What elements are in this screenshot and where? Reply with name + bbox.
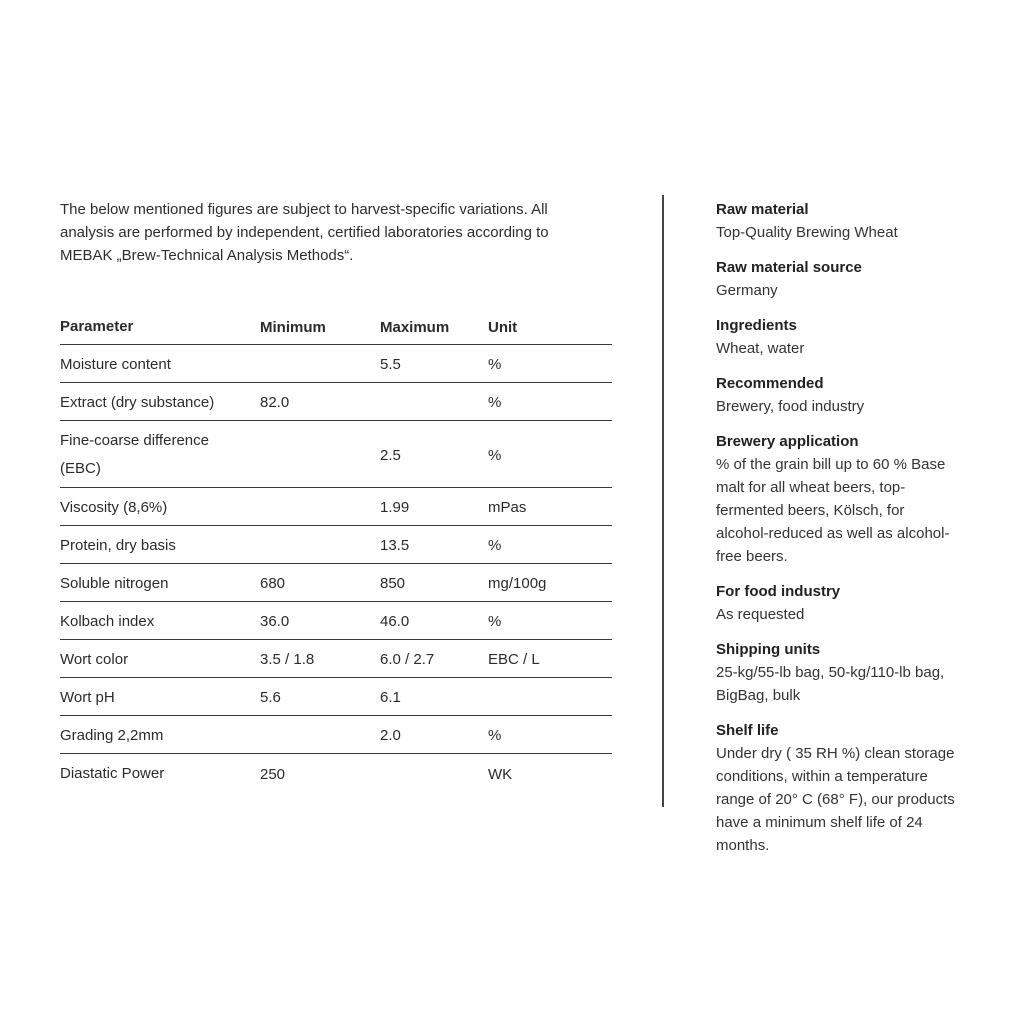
cell-maximum: 850 — [380, 575, 406, 592]
cell-minimum: 250 — [260, 765, 286, 783]
info-text: As requested — [716, 606, 805, 623]
table-row — [60, 716, 612, 754]
cell-unit: % — [488, 356, 502, 373]
info-raw-material-source — [716, 256, 976, 302]
table-row — [60, 421, 612, 488]
info-text: % of the grain bill up to 60 % Base malt for all wheat beers, top-fermented beers, Kölsch, for alcohol-reduced as well as alcohol-free beers. — [716, 456, 950, 565]
cell-unit: mg/100g — [488, 575, 547, 592]
info-raw-material — [716, 198, 976, 244]
cell-maximum: 5.5 — [380, 356, 401, 373]
table-row — [60, 754, 612, 792]
cell-unit: % — [488, 537, 502, 554]
info-title: Ingredients — [716, 317, 797, 334]
cell-unit: % — [488, 446, 502, 464]
cell-maximum: 6.1 — [380, 689, 401, 706]
column-divider — [662, 195, 664, 807]
cell-minimum: 36.0 — [260, 613, 290, 630]
cell-maximum: 6.0 / 2.7 — [380, 651, 435, 668]
cell-minimum: 680 — [260, 575, 286, 592]
info-food-industry — [716, 580, 976, 626]
info-recommended — [716, 372, 976, 418]
info-title: Raw material — [716, 201, 809, 218]
info-title: For food industry — [716, 583, 841, 600]
info-title: Shipping units — [716, 641, 821, 658]
cell-parameter: Soluble nitrogen — [60, 574, 169, 592]
info-title: Brewery application — [716, 433, 859, 450]
cell-maximum: 13.5 — [380, 537, 410, 554]
info-text: Under dry ( 35 RH %) clean storage conditions, within a temperature range of 20° C (68° F), our products have a minimum shelf life of 24 months. — [716, 745, 955, 854]
cell-minimum: 3.5 / 1.8 — [260, 651, 315, 668]
cell-parameter: Protein, dry basis — [60, 536, 176, 554]
info-title: Raw material source — [716, 259, 862, 276]
cell-maximum: 1.99 — [380, 499, 410, 516]
table-row — [60, 602, 612, 640]
specification-table — [60, 308, 612, 792]
info-text: Germany — [716, 282, 778, 299]
info-brewery-application — [716, 430, 976, 568]
cell-parameter: Viscosity (8,6%) — [60, 498, 168, 516]
cell-unit: EBC / L — [488, 651, 540, 668]
cell-parameter: Diastatic Power — [60, 765, 165, 782]
header-parameter: Parameter — [60, 318, 134, 335]
cell-maximum: 46.0 — [380, 613, 410, 630]
cell-unit: % — [488, 613, 502, 630]
cell-unit: WK — [488, 765, 513, 783]
header-unit: Unit — [488, 318, 518, 336]
cell-parameter: Kolbach index — [60, 612, 155, 630]
cell-maximum: 2.5 — [380, 446, 401, 464]
header-maximum: Maximum — [380, 318, 450, 336]
info-title: Shelf life — [716, 722, 779, 739]
table-row — [60, 526, 612, 564]
table-row — [60, 640, 612, 678]
table-header-row — [60, 308, 612, 345]
intro-paragraph: The below mentioned figures are subject to harvest-specific variations. All analysis are performed by independent, certified laboratories according to MEBAK „Brew-Technical Analysis Methods“. — [60, 201, 549, 264]
info-text: Top-Quality Brewing Wheat — [716, 224, 898, 241]
cell-parameter: Wort color — [60, 650, 129, 668]
cell-unit: mPas — [488, 499, 527, 516]
cell-parameter: Wort pH — [60, 688, 115, 706]
cell-parameter: Moisture content — [60, 355, 171, 373]
table-row — [60, 488, 612, 526]
cell-parameter: Fine-coarse difference (EBC) — [60, 432, 209, 477]
info-shipping-units — [716, 638, 976, 707]
info-text: Brewery, food industry — [716, 398, 865, 415]
cell-minimum: 82.0 — [260, 394, 290, 411]
table-row — [60, 678, 612, 716]
info-text: Wheat, water — [716, 340, 805, 357]
info-shelf-life — [716, 719, 976, 857]
table-row — [60, 564, 612, 602]
product-info-sidebar — [716, 198, 976, 869]
cell-parameter: Extract (dry substance) — [60, 393, 215, 411]
info-ingredients — [716, 314, 976, 360]
cell-unit: % — [488, 727, 502, 744]
header-minimum: Minimum — [260, 318, 326, 336]
cell-minimum: 5.6 — [260, 689, 281, 706]
info-title: Recommended — [716, 375, 824, 392]
cell-unit: % — [488, 394, 502, 411]
info-text: 25-kg/55-lb bag, 50-kg/110-lb bag, BigBag, bulk — [716, 664, 945, 704]
cell-parameter: Grading 2,2mm — [60, 726, 164, 744]
table-row — [60, 345, 612, 383]
table-row — [60, 383, 612, 421]
cell-maximum: 2.0 — [380, 727, 401, 744]
